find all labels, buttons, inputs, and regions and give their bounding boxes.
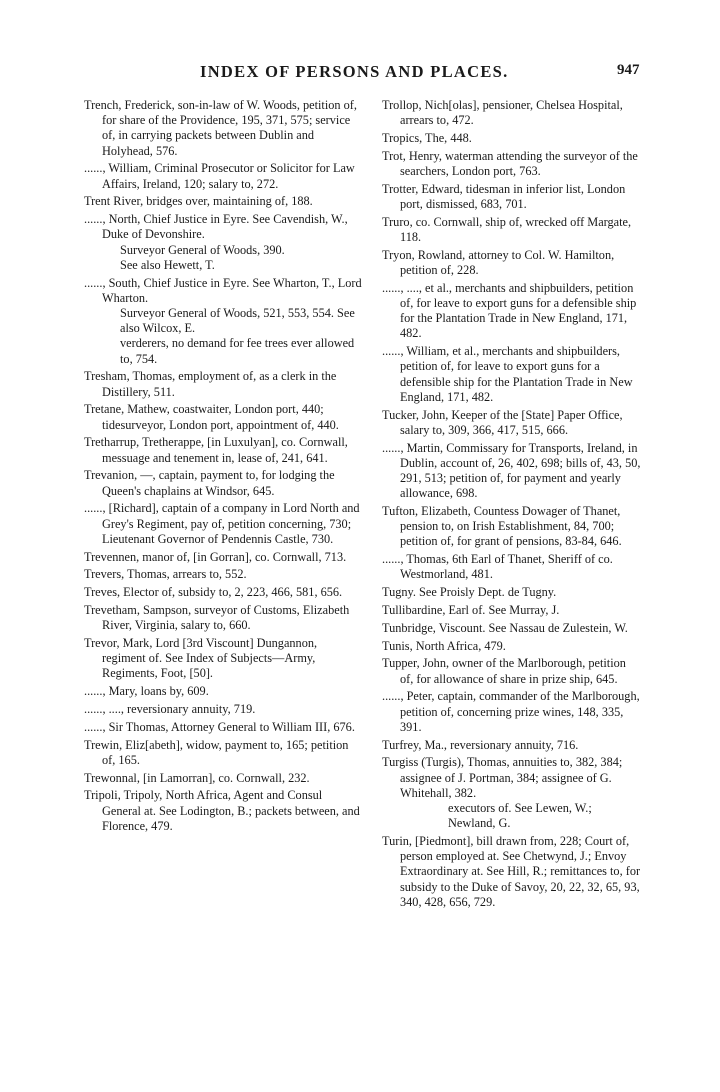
index-entry (84, 702, 362, 717)
index-entry (382, 504, 641, 550)
index-entry-text: Trevor, Mark, Lord [3rd Viscount] Dungannon, regiment of. See Index of Subjects—Army, Regiments, Foot, [50]. (84, 636, 318, 681)
index-column-right (382, 98, 641, 913)
index-entry-text: Trevetham, Sampson, surveyor of Customs, Elizabeth River, Virginia, salary to, 660. (84, 603, 350, 633)
index-entry-text: Truro, co. Cornwall, ship of, wrecked off Margate, 118. (382, 214, 632, 244)
index-entry-text: Trewin, Eliz[abeth], widow, payment to, 165; petition of, 165. (84, 737, 349, 767)
index-entry-text: ......, Mary, loans by, 609. (84, 684, 209, 699)
index-entry-text: ......, South, Chief Justice in Eyre. See Wharton, T., Lord Wharton. (84, 275, 362, 305)
index-entry (382, 344, 641, 405)
index-entry (84, 738, 362, 768)
index-entry (84, 468, 362, 498)
index-entry-text: Trevennen, manor of, [in Gorran], co. Cornwall, 713. (84, 549, 347, 564)
index-subentry-text: verderers, no demand for fee trees ever allowed to, 754. (120, 336, 355, 366)
index-entry-text: Tretharrup, Tretherappe, [in Luxulyan], co. Cornwall, messuage and tenement in, lease of, 241, 641. (84, 435, 348, 465)
index-entry (84, 636, 362, 682)
index-entry (382, 182, 641, 212)
index-entry-text: Turfrey, Ma., reversionary annuity, 716. (382, 737, 579, 752)
index-column-left (84, 98, 362, 837)
index-entry-text: Trollop, Nich[olas], pensioner, Chelsea Hospital, arrears to, 472. (382, 98, 623, 128)
index-entry-text: ......, William, Criminal Prosecutor or Solicitor for Law Affairs, Ireland, 120; salary to, 272. (84, 161, 355, 191)
index-entry (382, 621, 641, 636)
index-entry-text: ......, William, et al., merchants and shipbuilders, petition of, for leave to export guns for a defensible ship for the Plantation Trade in New England, 171, 482. (382, 344, 633, 404)
index-entry (84, 788, 362, 834)
index-entry (382, 215, 641, 245)
index-entry-text: Tupper, John, owner of the Marlborough, petition of, for allowance of share in prize ship, 645. (382, 656, 626, 686)
index-entry (382, 738, 641, 753)
index-entry-text: Trench, Frederick, son-in-law of W. Woods, petition of, for share of the Providence, 195, 371, 575; service of, in carrying packets between Dublin and Holyhead, 576. (84, 98, 357, 158)
index-entry (382, 656, 641, 686)
index-entry (84, 369, 362, 399)
index-entry (382, 603, 641, 618)
index-entry-text: Tresham, Thomas, employment of, as a clerk in the Distillery, 511. (84, 369, 337, 399)
index-entry (382, 149, 641, 179)
index-entry-text: Trent River, bridges over, maintaining of, 188. (84, 194, 313, 209)
index-entry (84, 585, 362, 600)
index-entry (382, 639, 641, 654)
index-entry-text: Tufton, Elizabeth, Countess Dowager of Thanet, pension to, on Irish Establishment, 84, 700; petition of, for grant of pensions, 83-84, 646. (382, 504, 622, 549)
index-entry (84, 501, 362, 547)
index-entry (84, 567, 362, 582)
index-entry (382, 585, 641, 600)
index-entry-text: ......, North, Chief Justice in Eyre. See Cavendish, W., Duke of Devonshire. (84, 212, 348, 242)
index-entry (84, 684, 362, 699)
index-entry (84, 212, 362, 273)
index-entry-text: ......, [Richard], captain of a company in Lord North and Grey's Regiment, pay of, petition concerning, 730; Lieutenant Governor of Pendennis Castle, 730. (84, 501, 360, 546)
index-entry-text: Tunbridge, Viscount. See Nassau de Zulestein, W. (382, 620, 628, 635)
index-entry (382, 281, 641, 342)
page-header (0, 62, 720, 86)
page-number: 947 (617, 62, 640, 78)
index-subentry-text: executors of. See Lewen, W.; Newland, G. (448, 801, 592, 831)
index-entry-text: Treves, Elector of, subsidy to, 2, 223, 466, 581, 656. (84, 585, 343, 600)
index-entry-text: Trevers, Thomas, arrears to, 552. (84, 567, 247, 582)
running-title: INDEX OF PERSONS AND PLACES. (200, 62, 509, 81)
index-entry-text: Turin, [Piedmont], bill drawn from, 228; Court of, person employed at. See Chetwynd, J.; Envoy Extraordinary at. See Hill, R.; remittances to, for subsidy to the Duke of Savoy, 20, 22, 32, 65, 93, 340, 428, 656, 729. (382, 834, 641, 909)
index-entry (382, 98, 641, 128)
index-entry-text: Trewonnal, [in Lamorran], co. Cornwall, 232. (84, 770, 310, 785)
index-entry-text: Tugny. See Proisly Dept. de Tugny. (382, 585, 557, 600)
index-entry (84, 402, 362, 432)
index-entry-text: Tullibardine, Earl of. See Murray, J. (382, 603, 560, 618)
index-entry (382, 131, 641, 146)
index-entry-text: Trotter, Edward, tidesman in inferior list, London port, dismissed, 683, 701. (382, 181, 626, 211)
index-entry-text: Trevanion, —, captain, payment to, for lodging the Queen's chaplains at Windsor, 645. (84, 468, 335, 498)
index-entry-text: Tripoli, Tripoly, North Africa, Agent and Consul General at. See Lodington, B.; packets between, and Florence, 479. (84, 788, 360, 833)
index-entry (382, 441, 641, 502)
index-entry-text: ......, Thomas, 6th Earl of Thanet, Sheriff of co. Westmorland, 481. (382, 552, 613, 582)
index-entry-text: Trot, Henry, waterman attending the surveyor of the searchers, London port, 763. (382, 148, 638, 178)
index-entry-text: ......, ...., reversionary annuity, 719. (84, 702, 256, 717)
index-entry-text: Tropics, The, 448. (382, 131, 472, 145)
index-entry (84, 603, 362, 633)
index-entry (382, 689, 641, 735)
index-entry (382, 248, 641, 278)
index-entry-text: Tretane, Mathew, coastwaiter, London port, 440; tidesurveyor, London port, appointment of, 440. (84, 402, 339, 432)
index-subentry-text: Surveyor General of Woods, 390. (120, 242, 285, 257)
index-entry (382, 755, 641, 831)
index-entry (382, 552, 641, 582)
index-entry (382, 408, 641, 438)
index-entry (84, 435, 362, 465)
index-entry (84, 771, 362, 786)
index-subentry-text: See also Hewett, T. (120, 257, 215, 272)
index-entry (382, 834, 641, 910)
index-entry-text: ......, Peter, captain, commander of the Marlborough, petition of, concerning prize wines, 148, 335, 391. (382, 689, 640, 734)
index-entry (84, 276, 362, 367)
index-entry (84, 550, 362, 565)
index-entry-text: Tryon, Rowland, attorney to Col. W. Hamilton, petition of, 228. (382, 247, 615, 277)
index-entry-text: Turgiss (Turgis), Thomas, annuities to, 382, 384; assignee of J. Portman, 384; assignee of G. Whitehall, 382. (382, 755, 623, 800)
index-entry (84, 98, 362, 159)
index-subentry-text: Surveyor General of Woods, 521, 553, 554. See also Wilcox, E. (120, 306, 355, 336)
index-entry-text: ......, Martin, Commissary for Transports, Ireland, in Dublin, account of, 26, 402, 698; bills of, 43, 50, 291, 513; petition of, for payment and yearly allowance, 698. (382, 440, 641, 501)
index-entry (84, 194, 362, 209)
index-entry-text: ......, Sir Thomas, Attorney General to William III, 676. (84, 719, 355, 734)
index-entry-text: Tucker, John, Keeper of the [State] Paper Office, salary to, 309, 366, 417, 515, 666. (382, 407, 623, 437)
index-entry (84, 161, 362, 191)
index-entry-text: Tunis, North Africa, 479. (382, 638, 506, 653)
index-entry-text: ......, ...., et al., merchants and shipbuilders, petition of, for leave to export guns for a defensible ship for the Plantation Trade in New England, 171, 482. (382, 280, 637, 341)
index-entry (84, 720, 362, 735)
